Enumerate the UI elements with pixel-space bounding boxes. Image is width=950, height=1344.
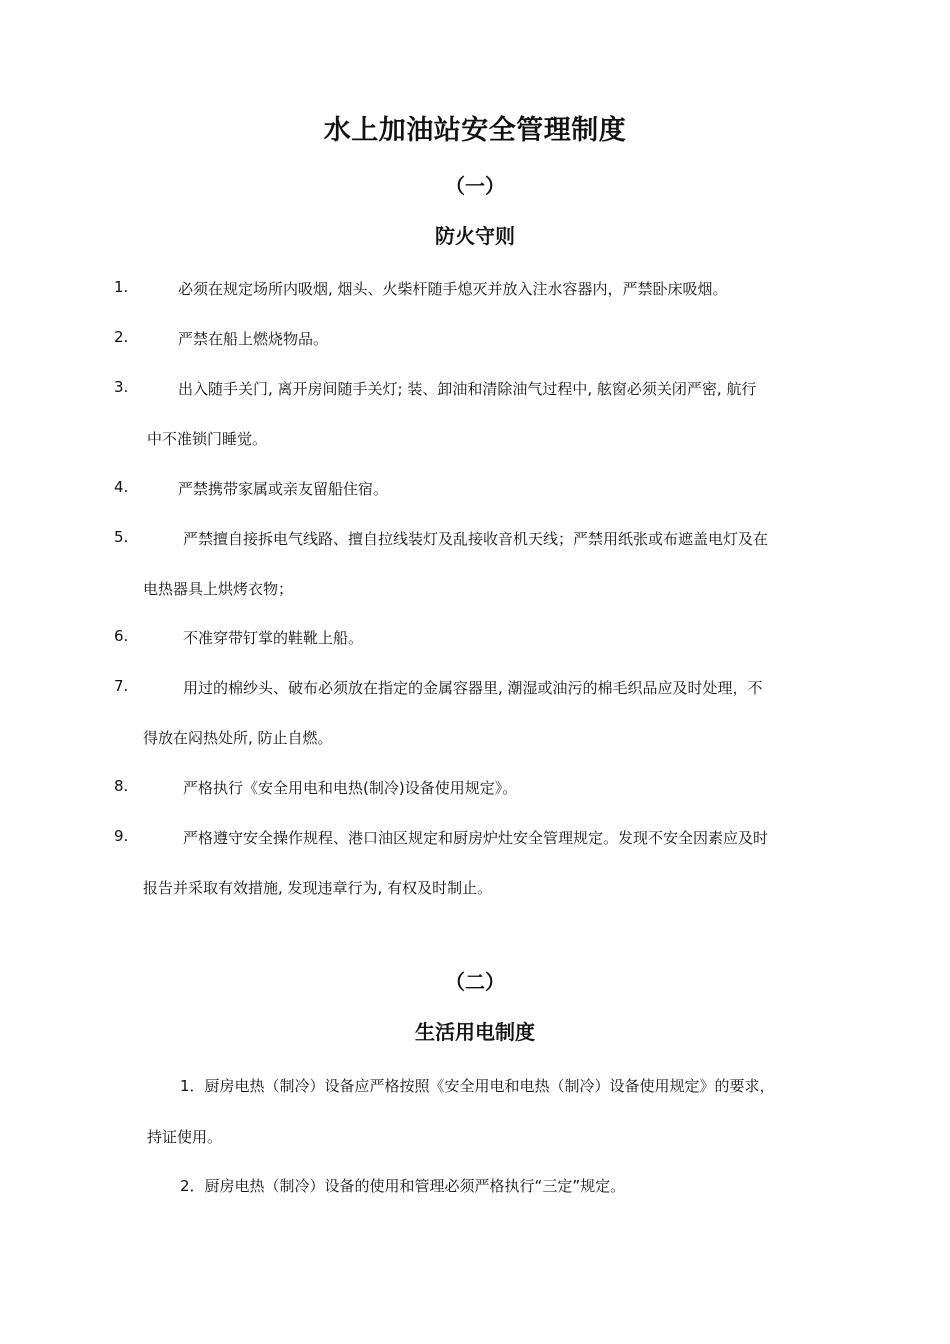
list-item-text: 用过的棉纱头、破布必须放在指定的金属容器里, 潮湿或油污的棉毛织品应及时处理，不	[183, 679, 763, 697]
list-item-number: 4.	[114, 478, 129, 496]
section-heading-2: 生活用电制度	[415, 1020, 535, 1044]
list-item-number: 8.	[114, 777, 129, 795]
list-item-continuation: 报告并采取有效措施, 发现违章行为, 有权及时制止。	[143, 879, 493, 897]
section-number-1: （一）	[445, 174, 505, 198]
list-item-continuation: 中不准锁门睡觉。	[147, 430, 268, 448]
list-item-number: 5.	[114, 528, 129, 546]
paragraph: 1．厨房电热（制冷）设备应严格按照《安全用电和电热（制冷）设备使用规定》的要求，	[180, 1077, 775, 1095]
list-item-text: 不准穿带钉掌的鞋靴上船。	[183, 629, 364, 647]
list-item-text: 严格遵守安全操作规程、港口油区规定和厨房炉灶安全管理规定。发现不安全因素应及时	[183, 829, 769, 847]
list-item-text: 严格执行《安全用电和电热(制冷)设备使用规定》。	[183, 779, 518, 797]
section-heading-1: 防火守则	[435, 224, 515, 248]
list-item-number: 1.	[114, 278, 129, 296]
list-item-text: 严禁擅自接拆电气线路、擅自拉线装灯及乱接收音机天线；严禁用纸张或布遮盖电灯及在	[183, 530, 769, 548]
list-item-continuation: 电热器具上烘烤衣物；	[143, 580, 294, 598]
list-item-number: 7.	[114, 677, 129, 695]
list-item-text: 严禁在船上燃烧物品。	[178, 330, 329, 348]
list-item-number: 3.	[114, 378, 129, 396]
document-title: 水上加油站安全管理制度	[323, 115, 627, 146]
section-number-2: （二）	[445, 970, 505, 994]
paragraph-continuation: 持证使用。	[147, 1128, 223, 1146]
list-item-text: 出入随手关门, 离开房间随手关灯; 装、卸油和清除油气过程中, 舷窗必须关闭严密, 航行	[178, 380, 757, 398]
list-item-text: 必须在规定场所内吸烟, 烟头、火柴杆随手熄灭并放入注水容器内，严禁卧床吸烟。	[178, 280, 728, 298]
list-item-continuation: 得放在闷热处所, 防止自燃。	[143, 729, 333, 747]
list-item-text: 严禁携带家属或亲友留船住宿。	[178, 480, 389, 498]
list-item-number: 2.	[114, 328, 129, 346]
list-item-number: 6.	[114, 627, 129, 645]
paragraph: 2．厨房电热（制冷）设备的使用和管理必须严格执行“三定”规定。	[180, 1177, 626, 1195]
list-item-number: 9.	[114, 827, 129, 845]
